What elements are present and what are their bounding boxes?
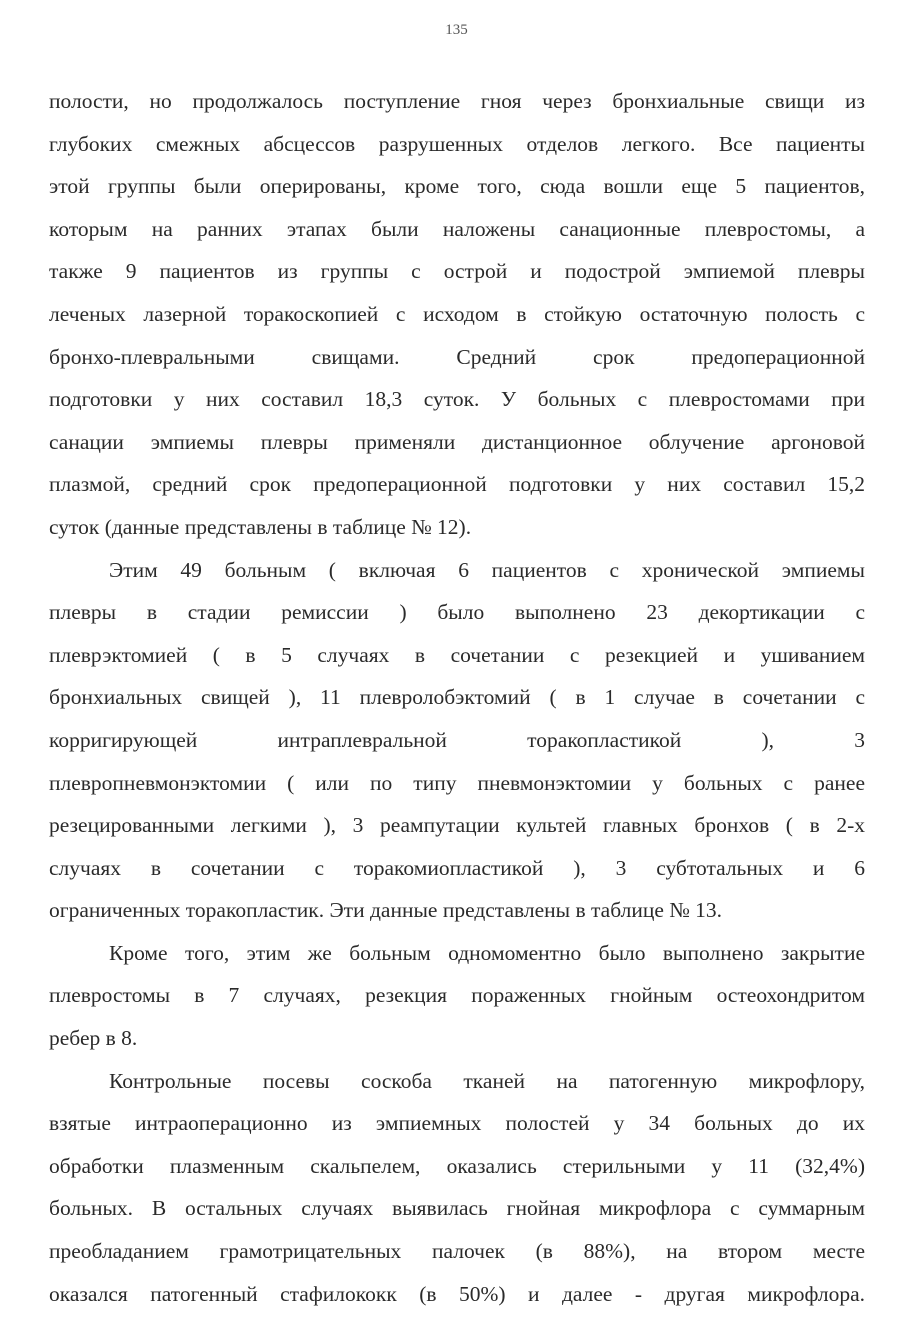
text-line: которым на ранних этапах были наложены санационные плевростомы, а (49, 216, 865, 241)
text-line: плевры в стадии ремиссии ) было выполнено 23 декортикации с (49, 600, 865, 625)
text-line: взятые интраоперационно из эмпиемных полостей у 34 больных до их (49, 1111, 865, 1136)
text-line: подготовки у них составил 18,3 суток. У больных с плевростомами при (49, 387, 865, 412)
text-line: корригирующей интраплевральной торакопластикой ), 3 (49, 727, 865, 752)
text-line: плевростомы в 7 случаях, резекция пораженных гнойным остеохондритом (49, 983, 865, 1008)
text-line: глубоких смежных абсцессов разрушенных отделов легкого. Все пациенты (49, 131, 865, 156)
text-line: санации эмпиемы плевры применяли дистанционное облучение аргоновой (49, 429, 865, 454)
text-line: оказался патогенный стафилококк (в 50%) и далее - другая микрофлора. (49, 1281, 865, 1306)
text-line: суток (данные представлены в таблице № 12). (49, 514, 472, 539)
text-line: плевропневмонэктомии ( или по типу пневмонэктомии у больных с ранее (49, 770, 865, 795)
text-line: бронхо-плевральными свищами. Средний срок предоперационной (49, 344, 865, 369)
text-line: Контрольные посевы соскоба тканей на патогенную микрофлору, (109, 1068, 865, 1093)
text-line: больных. В остальных случаях выявилась гнойная микрофлора с суммарным (49, 1196, 865, 1221)
text-line: случаях в сочетании с торакомиопластикой ), 3 субтотальных и 6 (49, 855, 865, 880)
text-line: преобладанием грамотрицательных палочек (в 88%), на втором месте (49, 1239, 865, 1264)
text-line: ограниченных торакопластик. Эти данные представлены в таблице № 13. (49, 898, 723, 923)
text-line: полости, но продолжалось поступление гноя через бронхиальные свищи из (49, 89, 865, 113)
text-line: этой группы были оперированы, кроме того, сюда вошли еще 5 пациентов, (49, 174, 865, 199)
page-number: 135 (445, 22, 468, 38)
text-line: также 9 пациентов из группы с острой и подострой эмпиемой плевры (49, 259, 865, 284)
text-line: леченых лазерной торакоскопией с исходом в стойкую остаточную полость с (49, 301, 865, 326)
body-text (49, 84, 865, 1319)
text-line: плеврэктомией ( в 5 случаях в сочетании с резекцией и ушиванием (49, 642, 865, 667)
text-line: Этим 49 больным ( включая 6 пациентов с хронической эмпиемы (109, 557, 865, 582)
text-line: резецированными легкими ), 3 реампутации культей главных бронхов ( в 2-х (49, 813, 865, 838)
text-line: плазмой, средний срок предоперационной подготовки у них составил 15,2 (49, 472, 865, 497)
text-line: обработки плазменным скальпелем, оказались стерильными у 11 (32,4%) (49, 1153, 865, 1178)
text-line: Кроме того, этим же больным одномоментно было выполнено закрытие (109, 940, 865, 965)
text-line: бронхиальных свищей ), 11 плевролобэктомий ( в 1 случае в сочетании с (49, 685, 865, 710)
text-line: ребер в 8. (49, 1026, 138, 1051)
